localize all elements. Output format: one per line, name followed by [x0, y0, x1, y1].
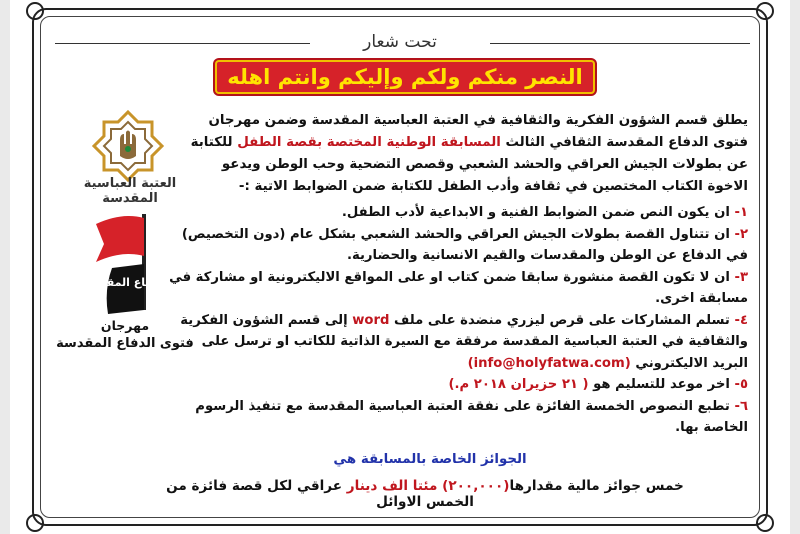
- prize-amount: (٢٠٠,٠٠٠) مئتا الف دينار: [346, 478, 510, 494]
- condition-number: ١-: [734, 205, 748, 220]
- condition-text: إلى قسم الشؤون الفكرية والثقافية في العتبة العباسية المقدسة مرفقة مع السيرة الذاتية للكاتب او ترسل على البريد الاليكتروني: [180, 312, 748, 371]
- prizes-title: الجوائز الخاصة بالمسابقة هي: [333, 452, 527, 467]
- conditions-list: [168, 202, 748, 439]
- condition-item: [168, 374, 748, 396]
- condition-text: ان يكون النص ضمن الضوابط الفنية و الابداعية لأدب الطفل.: [341, 205, 735, 220]
- condition-item: [168, 396, 748, 439]
- condition-text: ان تتناول القصة بطولات الجيش العراقي والحشد الشعبي بشكل عام (دون التخصيص) في الدفاع عن الوطن والمقدسات والقيم الانسانية والحضارية.: [181, 226, 748, 263]
- poster: [10, 0, 790, 534]
- condition-number: ٦-: [734, 398, 748, 414]
- intro-paragraph: [188, 110, 748, 198]
- email-address: (info@holyfatwa.com): [467, 355, 631, 371]
- condition-number: ٣-: [734, 269, 748, 285]
- competition-title: المسابقة الوطنية المختصة بقصة الطفل: [237, 135, 501, 150]
- condition-item: [168, 267, 748, 310]
- word-format: word: [352, 312, 390, 328]
- condition-number: ٤-: [734, 312, 748, 328]
- frame-corner-ornament: [26, 2, 44, 20]
- prizes-text-after: عراقي لكل قصة فائزة من الخمس الاوائل: [166, 478, 474, 510]
- prizes-text-before: خمس جوائز مالية مقدارها: [509, 478, 684, 494]
- condition-item: [168, 202, 748, 224]
- condition-text: تطبع النصوص الخمسة الفائزة على نفقة العتبة العباسية المقدسة مع تنفيذ الرسوم الخاصة بها.: [195, 398, 748, 435]
- header-label: تحت شعار: [310, 32, 490, 52]
- condition-item: [168, 224, 748, 267]
- festival-flag-text: الدفاع المقدس: [85, 276, 167, 289]
- festival-caption-line2: فتوى الدفاع المقدسة: [56, 336, 194, 351]
- condition-number: ٥-: [734, 377, 748, 392]
- header-rule-right: [485, 43, 750, 44]
- festival-caption-line1: مهرجان: [100, 318, 150, 333]
- festival-flag-logo-icon: [82, 210, 182, 320]
- condition-number: ٢-: [734, 226, 748, 242]
- frame-corner-ornament: [756, 514, 774, 532]
- condition-text: تسلم المشاركات على قرص ليزري منضدة على ملف: [389, 312, 735, 328]
- prizes-text: [160, 478, 690, 510]
- intro-text-part1: يطلق قسم الشؤون الفكرية والثقافية في العتبة العباسية المقدسة وضمن مهرجان فتوى الدفاع المقدسة الثقافي الثالث: [208, 113, 748, 150]
- frame-corner-ornament: [756, 2, 774, 20]
- shrine-caption: العتبة العباسية المقدسة: [83, 176, 177, 206]
- header-rule-left: [55, 43, 315, 44]
- deadline-date: ( ٢١ حزيران ٢٠١٨ م.): [448, 377, 589, 392]
- frame-corner-ornament: [26, 514, 44, 532]
- intro-text-part2: للكتابة عن بطولات الجيش العراقي والحشد الشعبي وقصص التضحية وحب الوطن ويدعو الاخوة الكتاب المختصين في ثقافة وأدب الطفل للكتابة ضمن الضوابط الاتية :-: [190, 135, 748, 194]
- condition-item: [168, 310, 748, 375]
- condition-text: ان لا تكون القصة منشورة سابقا ضمن كتاب او على المواقع الاليكترونية او مشاركة في مسابقة اخرى.: [169, 269, 748, 306]
- slogan-banner: النصر منكم ولكم وإليكم وانتم اهله: [215, 60, 595, 94]
- condition-text: اخر موعد للتسليم هو: [588, 377, 735, 392]
